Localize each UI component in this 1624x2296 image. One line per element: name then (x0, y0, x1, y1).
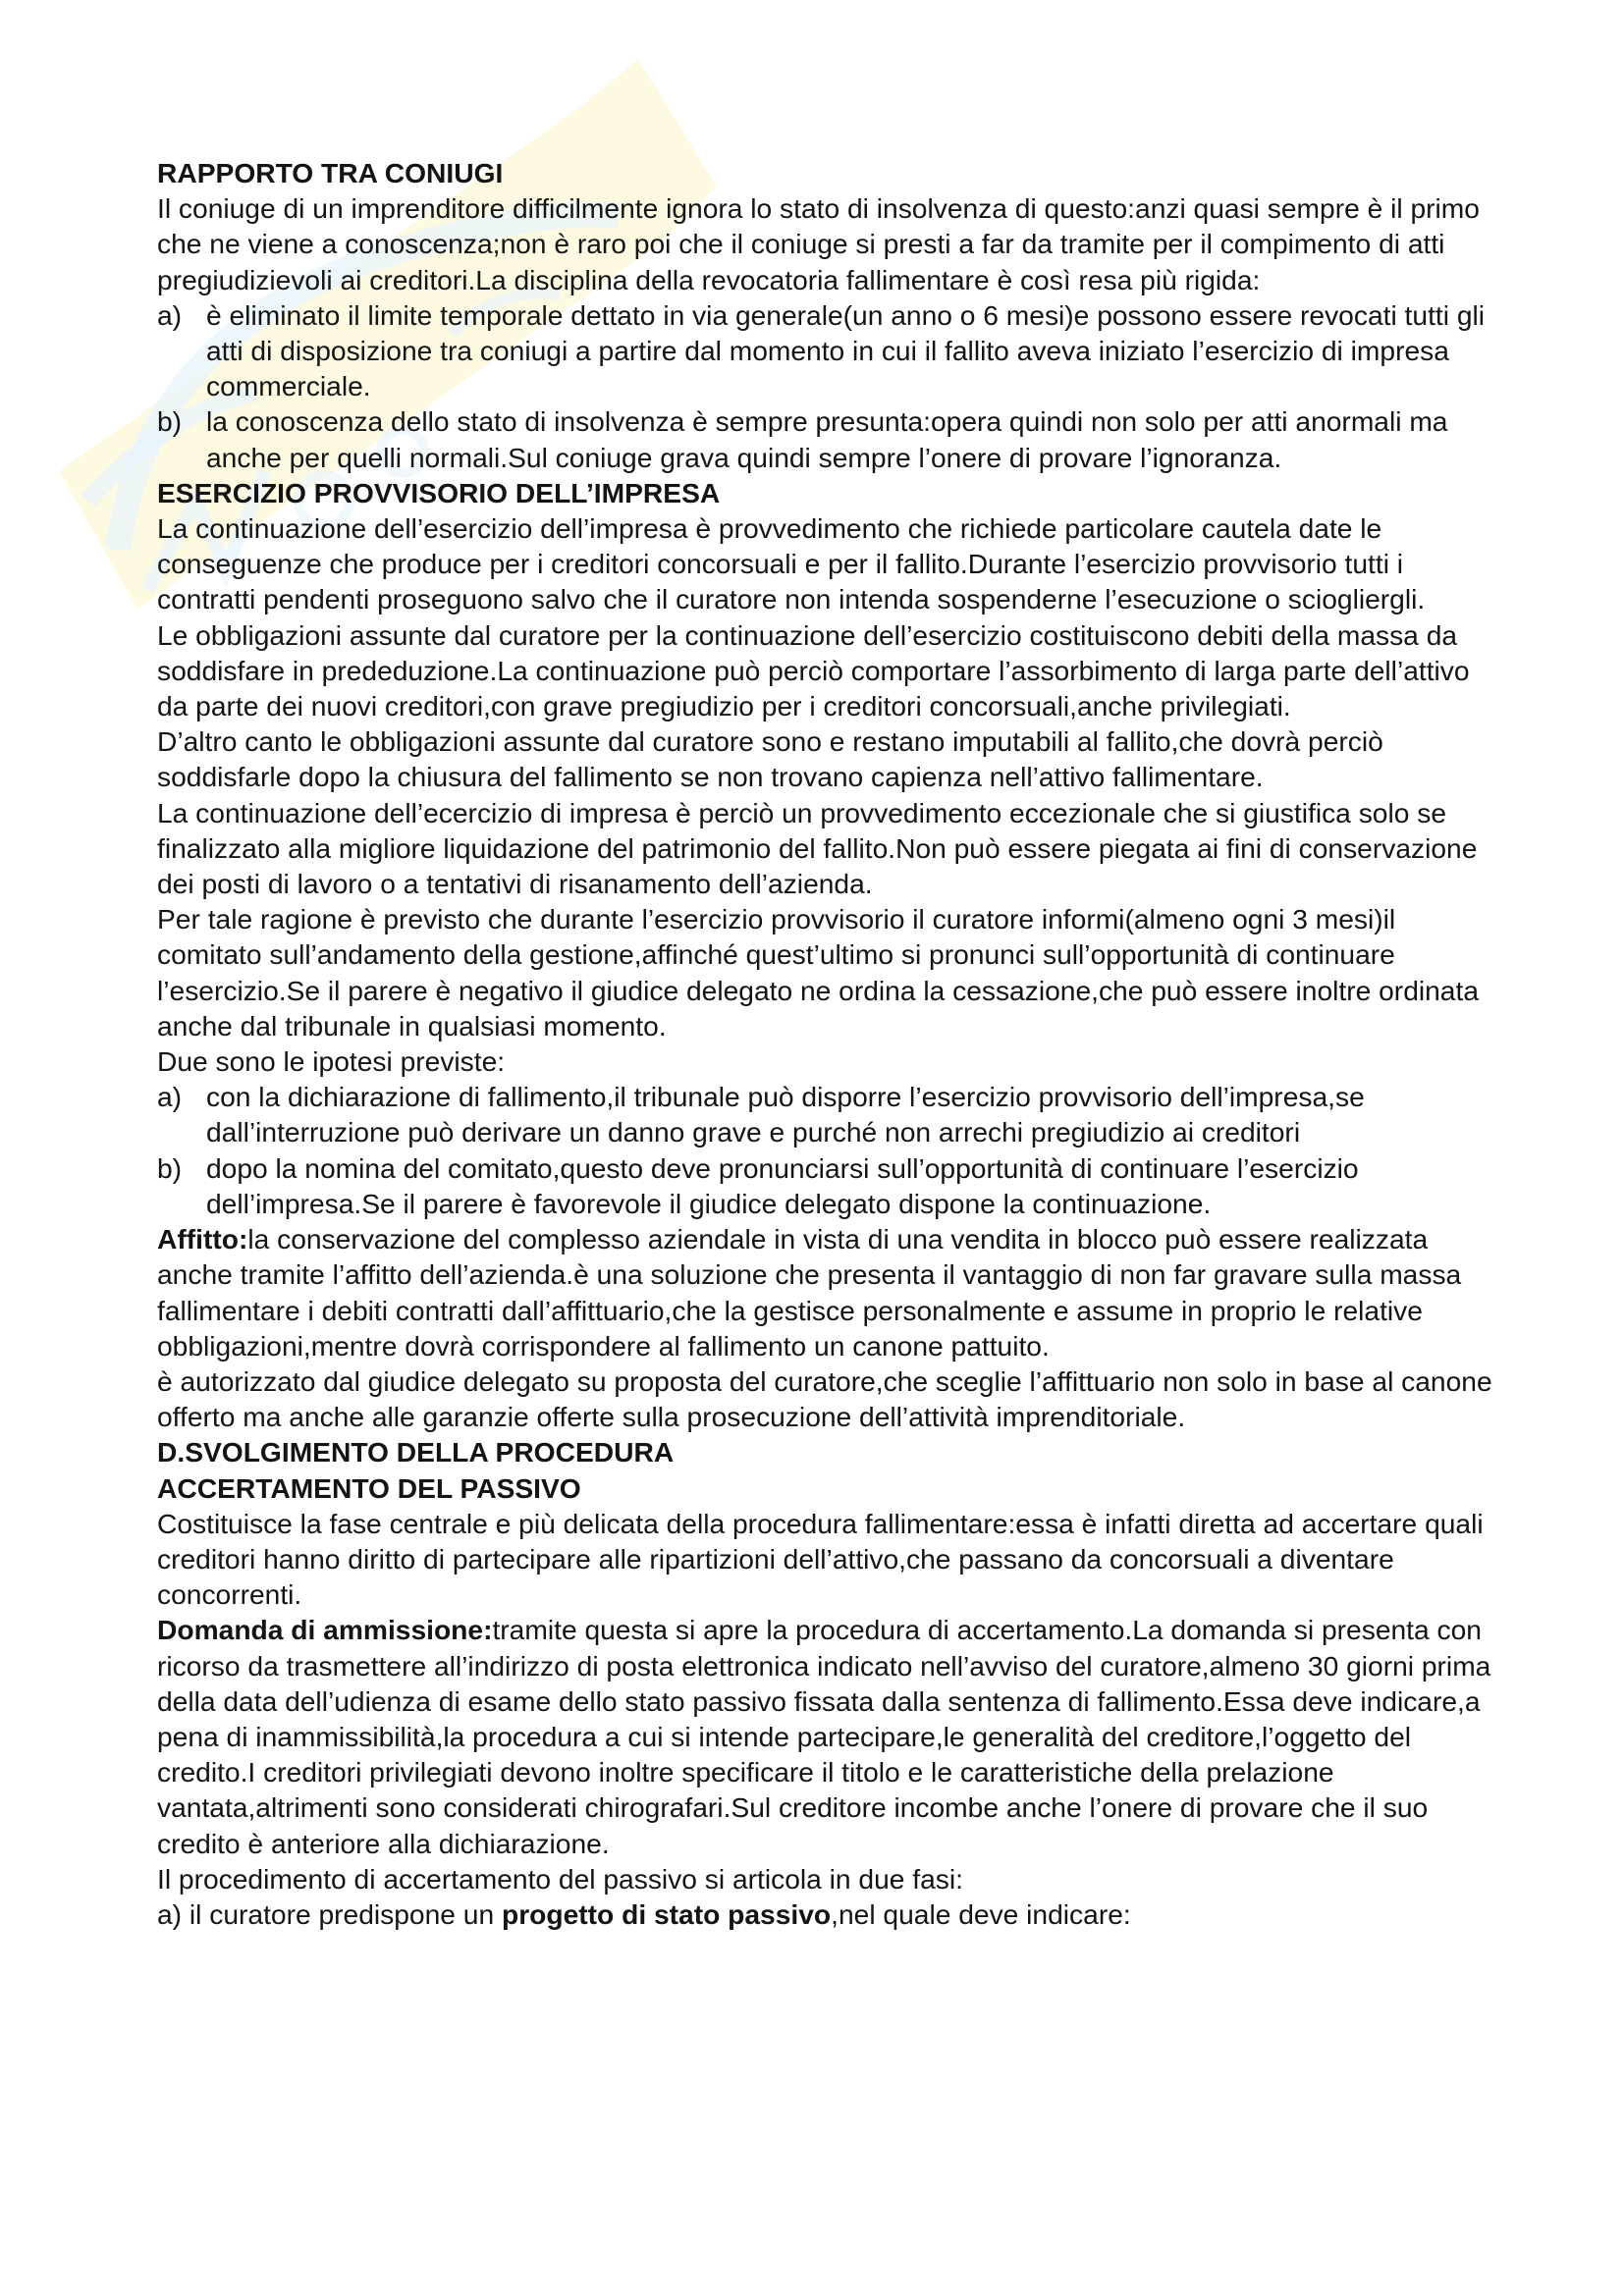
list-marker: b) (157, 405, 183, 438)
paragraph-progetto (157, 1896, 1492, 1932)
progetto-pre: a) il curatore predispone un (157, 1897, 502, 1930)
heading-accertamento-passivo: ACCERTAMENTO DEL PASSIVO (157, 1471, 581, 1504)
affitto-label: Affitto: (157, 1223, 248, 1255)
list-item-text: è eliminato il limite temporale dettato in via generale(un anno o 6 mesi)e possono essere revocati tutti gli atti di disposizione tra coniugi a partire dal momento in cui il fallito aveva iniziato l’esercizio di impresa commerciale. (206, 298, 1486, 402)
heading-rapporto-tra-coniugi: RAPPORTO TRA CONIUGI (157, 157, 504, 188)
paragraph-affitto (157, 1221, 1492, 1363)
paragraph-accertamento-1: Costituisce la fase centrale e più delicata della procedura fallimentare:essa è infatti diretta ad accertare quali creditori hanno diritto di partecipare alle ripartizioni dell’attivo,che passano da concorsuali a diventare concorrenti. (157, 1507, 1484, 1611)
list-item-ipotesi-b (157, 1150, 1492, 1221)
list-item-text: con la dichiarazione di fallimento,il tribunale può disporre l’esercizio provvisorio dell’impresa,se dall’interruzione può derivare un danno grave e purché non arrechi pregiudizio ai creditori (206, 1081, 1365, 1148)
list-item-ipotesi-a (157, 1079, 1492, 1149)
paragraph-coniugi-intro: Il coniuge di un imprenditore difficilmente ignora lo stato di insolvenza di questo:anzi quasi sempre è il primo che ne viene a conoscenza;non è raro poi che il coniuge si presti a far da tramite per il compimento di atti pregiudizievoli ai creditori.La disciplina della revocatoria fallimentare è così resa più rigida: (157, 192, 1480, 295)
heading-svolgimento-procedura: D.SVOLGIMENTO DELLA PROCEDURA (157, 1436, 675, 1468)
domanda-text: tramite questa si apre la procedura di accertamento.La domanda si presenta con ricorso da trasmettere all’indirizzo di posta elettronica indicato nell’avviso del curatore,almeno 30 giorni prima della data dell’udienza di esame dello stato passivo fissata dalla sentenza di fallimento.Essa deve indicare,a pena di inammissibilità,la procedura a cui si intende partecipare,le generalità del creditore,l’oggetto del credito.I creditori privilegiati devono inoltre specificare il titolo e le caratteristiche della prelazione vantata,altrimenti sono considerati chirografari.Sul creditore incombe anche l’onere di provare che il suo credito è anteriore alla dichiarazione. (157, 1614, 1491, 1859)
paragraph-esercizio-2: Le obbligazioni assunte dal curatore per la continuazione dell’esercizio costituiscono debiti della massa da soddisfare in prededuzione.La continuazione può perciò comportare l’assorbimento di larga parte dell’attivo da parte dei nuovi creditori,con grave pregiudizio per i creditori concorsuali,anche privilegiati. (157, 618, 1470, 722)
document-body (157, 155, 1492, 1932)
paragraph-esercizio-1: La continuazione dell’esercizio dell’impresa è provvedimento che richiede particolare cautela date le conseguenze che produce per i creditori concorsuali e per il fallito.Durante l’esercizio provvisorio tutti i contratti pendenti proseguono salvo che il curatore non intenda sospenderne l’esecuzione o sciogliergli. (157, 512, 1426, 615)
progetto-post: ,nel quale deve indicare: (831, 1897, 1131, 1930)
list-item-coniugi-b (157, 403, 1492, 474)
domanda-label: Domanda di ammissione: (157, 1614, 493, 1646)
paragraph-esercizio-3: D’altro canto le obbligazioni assunte dal curatore sono e restano imputabili al fallito,che dovrà perciò soddisfarle dopo la chiusura del fallimento se non trovano capienza nell’attivo fallimentare. (157, 725, 1383, 793)
list-item-coniugi-a (157, 297, 1492, 404)
list-marker: a) (157, 298, 183, 331)
paragraph-accertamento-2: Il procedimento di accertamento del passivo si articola in due fasi: (157, 1862, 963, 1895)
paragraph-esercizio-5: Per tale ragione è previsto che durante l’esercizio provvisorio il curatore informi(almeno ogni 3 mesi)il comitato sull’andamento della gestione,affinché quest’ultimo si pronunci sull’opportunità di continuare l’esercizio.Se il parere è negativo il giudice delegato ne ordina la cessazione,che può essere inoltre ordinata anche dal tribunale in qualsiasi momento. (157, 903, 1479, 1041)
paragraph-esercizio-6: Due sono le ipotesi previste: (157, 1045, 506, 1078)
list-marker: b) (157, 1151, 183, 1184)
heading-esercizio-provvisorio: ESERCIZIO PROVVISORIO DELL’IMPRESA (157, 476, 721, 508)
list-item-text: dopo la nomina del comitato,questo deve pronunciarsi sull’opportunità di continuare l’esercizio dell’impresa.Se il parere è favorevole il giudice delegato dispone la continuazione. (206, 1151, 1359, 1219)
paragraph-domanda (157, 1612, 1492, 1860)
affitto-text: la conservazione del complesso aziendale in vista di una vendita in blocco può essere realizzata anche tramite l’affitto dell’azienda.è una soluzione che presenta il vantaggio di non far gravare sulla massa fallimentare i debiti contratti dall’affittuario,che la gestisce personalmente e assume in proprio le relative obbligazioni,mentre dovrà corrispondere al fallimento un canone pattuito. (157, 1223, 1462, 1362)
list-item-text: la conoscenza dello stato di insolvenza è sempre presunta:opera quindi non solo per atti anormali ma anche per quelli normali.Sul coniuge grava quindi sempre l’onere di provare l’ignoranza. (206, 405, 1448, 473)
paragraph-esercizio-4: La continuazione dell’ecercizio di impresa è perciò un provvedimento eccezionale che si giustifica solo se finalizzato alla migliore liquidazione del patrimonio del fallito.Non può essere piegata ai fini di conservazione dei posti di lavoro o a tentativi di risanamento dell’azienda. (157, 796, 1478, 900)
paragraph-esercizio-7: è autorizzato dal giudice delegato su proposta del curatore,che sceglie l’affittuario non solo in base al canone offerto ma anche alle garanzie offerte sulla prosecuzione dell’attività imprenditoriale. (157, 1364, 1492, 1433)
list-marker: a) (157, 1081, 183, 1113)
progetto-bold: progetto di stato passivo (501, 1897, 832, 1930)
